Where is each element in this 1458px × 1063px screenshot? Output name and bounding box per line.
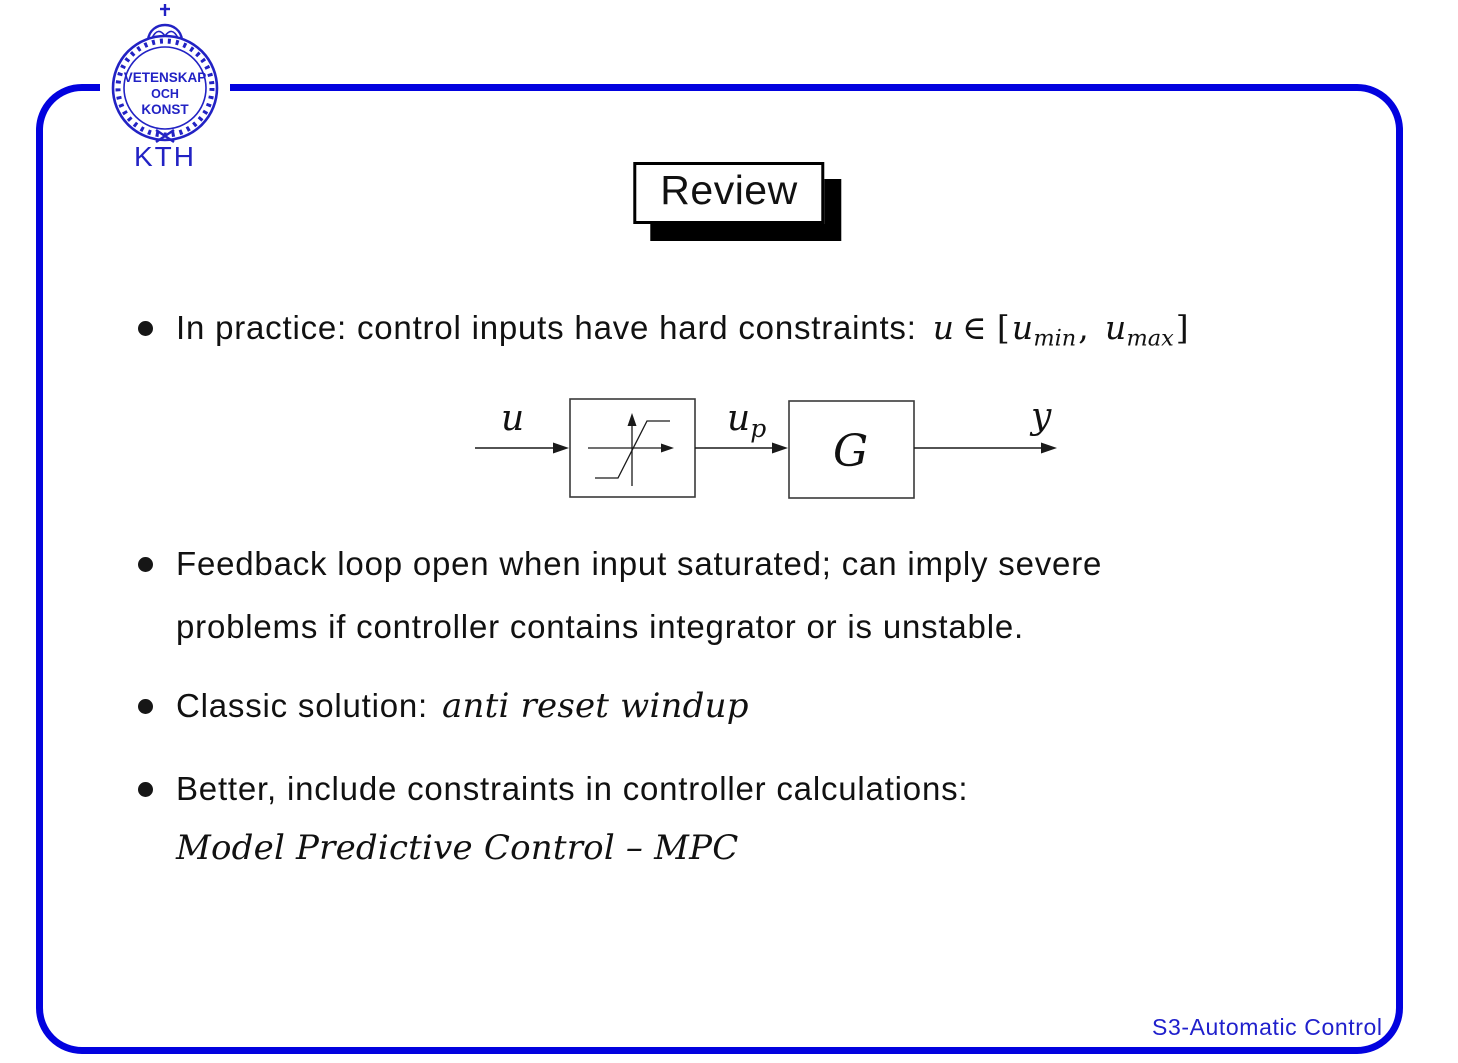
bullet-classic-text — [176, 687, 749, 726]
math-u-min-sub: min — [1033, 325, 1077, 352]
saturated-signal-sub: p — [750, 414, 767, 443]
input-arrowhead-icon — [553, 443, 569, 454]
bullet-dot — [138, 699, 153, 714]
bullet-constraints-text — [176, 309, 1191, 352]
slide-title-text: Review — [660, 167, 798, 213]
math-u-min-base: u — [1011, 308, 1034, 347]
bullet-better-line1: Better, include constraints in controller calculations: — [176, 770, 969, 807]
slide-footer: S3-Automatic Control — [1152, 1014, 1383, 1040]
kth-motto-line3: KONST — [141, 102, 189, 117]
output-signal-label: y — [1031, 396, 1052, 437]
kth-motto-line2: OCH — [151, 87, 179, 101]
math-comma: , — [1078, 308, 1089, 347]
bullet-dot — [138, 782, 153, 797]
bullet-dot — [138, 321, 153, 336]
bullet-feedback-line2: problems if controller contains integrator or is unstable. — [176, 608, 1024, 645]
output-arrowhead-icon — [1041, 443, 1057, 454]
bullet-constraints — [138, 309, 1191, 352]
saturated-signal-label — [727, 398, 766, 443]
bullet-feedback — [138, 545, 1102, 583]
bullet-classic-solution — [138, 687, 749, 726]
bullet-better-line2: Model Predictive Control – MPC — [176, 828, 739, 868]
anti-reset-windup-emphasis: anti reset windup — [442, 686, 749, 726]
input-signal-label: u — [501, 398, 525, 439]
slide-title — [633, 162, 824, 224]
bullet-feedback-line1: Feedback loop open when input saturated; can imply severe — [176, 545, 1103, 582]
bullet-better — [138, 770, 968, 808]
math-u-max-sub: max — [1126, 325, 1174, 352]
constraint-math — [932, 308, 1191, 352]
math-u-max-base: u — [1104, 308, 1127, 347]
close-bracket: ] — [1175, 308, 1189, 347]
bullet-constraints-plain: In practice: control inputs have hard constraints: — [176, 309, 917, 346]
kth-logo — [100, 2, 230, 172]
element-of-symbol: ∈ — [962, 308, 987, 347]
bullet-dot — [138, 557, 153, 572]
math-u: u — [932, 308, 955, 347]
open-bracket: [ — [996, 308, 1010, 347]
saturation-block-diagram — [455, 392, 1080, 510]
mid-arrowhead-icon — [772, 443, 788, 454]
kth-motto-line1: VETENSKAP — [123, 70, 207, 85]
saturated-signal-base: u — [727, 398, 751, 439]
kth-logo-graphic — [100, 2, 230, 172]
kth-name-label: KTH — [134, 141, 196, 172]
classic-solution-plain: Classic solution: — [176, 687, 429, 724]
plant-label: G — [833, 426, 869, 477]
